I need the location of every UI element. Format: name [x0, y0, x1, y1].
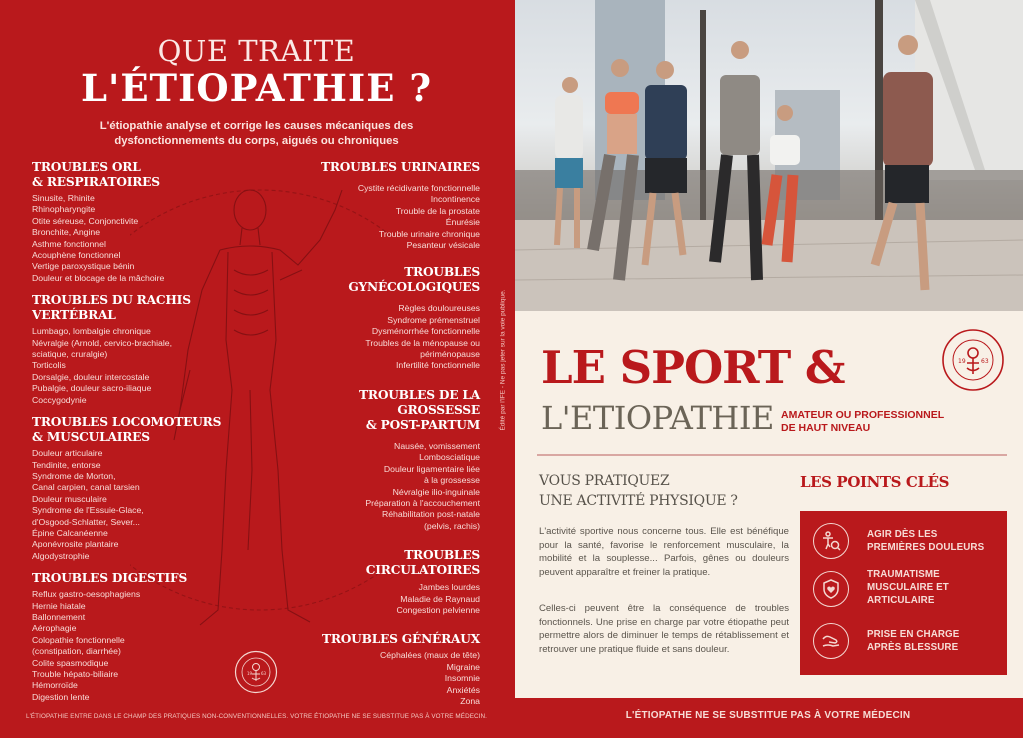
heading-line: TROUBLES ORL: [32, 160, 141, 174]
list-item: Céphalées (maux de tête): [380, 650, 480, 661]
list-item: Reflux gastro-oesophagiens: [32, 589, 141, 600]
label-line: AGIR DÈS LES: [867, 529, 938, 540]
list-item: Anxiétés: [446, 684, 480, 695]
list-item: Douleur ligamentaire liée: [383, 463, 480, 474]
list-item: Douleur et blocage de la mâchoire: [32, 272, 165, 283]
heading-line: CIRCULATOIRES: [365, 563, 480, 578]
list-item: Bronchite, Angine: [32, 227, 101, 238]
list-item: Troubles de la ménopause ou: [365, 337, 480, 348]
list-item: Pubalgie, douleur sacro-iliaque: [32, 383, 152, 394]
list-item: Acouphène fonctionnel: [32, 250, 121, 261]
list-item: Trouble de la prostate: [395, 205, 480, 216]
list-item: Jambes lourdes: [418, 582, 480, 593]
section-heading: [280, 388, 480, 433]
label-line: PRISE EN CHARGE: [867, 629, 960, 640]
list-item: Syndrome prémenstruel: [387, 314, 480, 325]
list-item: Zona: [460, 695, 480, 706]
list-item: Tendinite, entorse: [32, 459, 101, 470]
audience-subtitle: [781, 409, 944, 435]
list-item: Sinusite, Rhinite: [32, 193, 95, 203]
hand-care-icon: [813, 623, 849, 659]
label-line: TRAUMATISME: [867, 569, 940, 580]
list-item: d'Osgood-Schlatter, Sever...: [32, 516, 140, 527]
list-item: Maladie de Raynaud: [400, 593, 480, 604]
subtitle-line: DE HAUT NIVEAU: [781, 422, 871, 434]
list-item: Insomnie: [444, 673, 480, 684]
question-line: VOUS PRATIQUEZ: [539, 473, 670, 489]
sport-article: [515, 311, 1023, 698]
section-heading: [32, 293, 232, 323]
key-points-title: LES POINTS CLÉS: [800, 473, 950, 491]
key-point-label: [867, 568, 949, 607]
etiopathie-seal-icon: [941, 328, 1005, 392]
list-item: Torticolis: [32, 360, 66, 371]
section-circulatoires: [280, 548, 480, 616]
intro-text: L'étiopathie analyse et corrige les causes mécaniques des dysfonctionnements du corps, aigués ou chroniques: [99, 120, 414, 147]
label-line: APRÈS BLESSURE: [867, 642, 959, 653]
list-item: Pesanteur vésicale: [406, 240, 480, 251]
svg-text:63: 63: [261, 671, 267, 676]
section-gynecologiques: [280, 265, 480, 371]
right-footer: L'ÉTIOPATHE NE SE SUBSTITUE PAS À VOTRE MÉDECIN: [625, 710, 911, 721]
condition-list: [280, 183, 480, 251]
vertical-note-text: Édité par l'IFE - Ne pas jeter sur la voie publique.: [499, 289, 507, 431]
heading-line: TROUBLES: [404, 265, 480, 280]
list-item: Énurésie: [445, 217, 480, 228]
section-generaux: [280, 632, 480, 707]
paragraph-1: L'activité sportive nous concerne tous. Elle est bénéfique pour la santé, favorise le renforcement musculaire, la mobilité et la souplesse... Parfois, gênes ou douleurs peuvent apparaître et freiner la pratique.: [539, 526, 789, 578]
list-item: (pelvis, rachis): [424, 520, 480, 531]
runners-photo-illustration: [515, 0, 1023, 311]
vertical-editor-note: [498, 245, 508, 475]
list-item: Dysménorrhée fonctionnelle: [371, 326, 480, 337]
list-item: à la grossesse: [423, 475, 480, 486]
list-item: Lumbago, lombalgie chronique: [32, 326, 151, 337]
heading-line: TROUBLES LOCOMOTEURS: [32, 415, 222, 430]
list-item: Congestion pelvienne: [396, 604, 480, 615]
conditions-column-right: [280, 160, 480, 707]
heading-line: TROUBLES DE LA GROSSESSE: [359, 387, 480, 417]
list-item: Lombosciatique: [419, 452, 480, 463]
list-item: Préparation à l'accouchement: [365, 497, 480, 508]
list-item: Névralgie ilio-inguinale: [392, 486, 480, 497]
section-urinaires: [280, 160, 480, 251]
section-heading: [280, 632, 480, 647]
heading-line: TROUBLES GÉNÉRAUX: [321, 632, 480, 647]
list-item: Hernie hiatale: [32, 600, 86, 611]
list-item: (constipation, diarrhée): [32, 646, 121, 657]
sport-title: LE SPORT &: [541, 341, 845, 394]
paragraph-2: Celles-ci peuvent être la conséquence de troubles fonctionnels. Une prise en charge par votre étiopathe peut permettre alors de diminuer le temps de rétablissement et retrouver une pratique fluide et sans douleur.: [539, 603, 789, 655]
section-heading: [32, 571, 232, 586]
list-item: Nausée, vomissement: [394, 440, 480, 451]
condition-list: [32, 193, 232, 284]
section-locomoteurs: [32, 415, 232, 562]
list-item: Aponévrosite plantaire: [32, 539, 119, 550]
list-item: Colopathie fonctionnelle: [32, 634, 125, 645]
runners-photo: [515, 0, 1023, 311]
list-item: Aérophagie: [32, 623, 77, 634]
heading-line: TROUBLES DU RACHIS: [32, 293, 191, 308]
section-digestifs: [32, 571, 232, 703]
list-item: Cystite récidivante fonctionnelle: [357, 183, 480, 193]
list-item: Névralgie (Arnold, cervico-brachiale,: [32, 337, 173, 348]
list-item: Incontinence: [430, 194, 480, 205]
section-rachis: [32, 293, 232, 406]
question-heading: [539, 471, 738, 511]
list-item: Rhinopharyngite: [32, 204, 96, 215]
heading-line: & RESPIRATOIRES: [32, 175, 160, 189]
list-item: Douleur musculaire: [32, 493, 107, 504]
label-line: PREMIÈRES DOULEURS: [867, 542, 985, 553]
list-item: Asthme fonctionnel: [32, 238, 106, 249]
etiopathie-seal-icon: [234, 650, 278, 694]
list-item: Canal carpien, canal tarsien: [32, 482, 140, 493]
list-item: Réhabilitation post-natale: [381, 509, 480, 520]
list-item: Trouble urinaire chronique: [378, 228, 480, 239]
svg-text:63: 63: [981, 358, 989, 365]
subtitle-line: AMATEUR OU PROFESSIONNEL: [781, 409, 945, 421]
page-title-line1: QUE TRAITE: [157, 34, 356, 68]
list-item: Vertige paroxystique bénin: [32, 261, 135, 272]
list-item: Règles douloureuses: [398, 303, 480, 314]
condition-list: [32, 589, 232, 703]
heading-line: & POST-PARTUM: [365, 417, 480, 432]
question-line: UNE ACTIVITÉ PHYSIQUE ?: [539, 493, 738, 509]
shield-heart-icon: [813, 571, 849, 607]
page-title-line2: L'ÉTIOPATHIE ?: [81, 66, 432, 110]
condition-list: [32, 326, 232, 406]
label-line: ARTICULAIRE: [867, 595, 935, 606]
etiopathie-title: L'ETIOPATHIE: [541, 399, 774, 437]
section-heading: [32, 160, 232, 190]
svg-text:19: 19: [247, 671, 253, 676]
label-line: MUSCULAIRE ET: [867, 582, 949, 593]
svg-text:19: 19: [958, 358, 966, 365]
list-item: Digestion lente: [32, 691, 90, 702]
list-item: Migraine: [446, 661, 480, 672]
list-item: périménopause: [420, 349, 480, 360]
list-item: Ballonnement: [32, 611, 86, 622]
heading-line: & MUSCULAIRES: [32, 430, 150, 445]
section-heading: [32, 415, 232, 445]
key-points-box: [800, 511, 1007, 675]
condition-list: [32, 448, 232, 562]
heading-line: TROUBLES: [404, 548, 480, 563]
list-item: Infertilité fonctionnelle: [395, 360, 480, 371]
list-item: Épine Calcanéenne: [32, 527, 108, 538]
section-grossesse: [280, 388, 480, 532]
list-item: Syndrome de l'Essuie-Glace,: [32, 505, 144, 516]
list-item: Colite spasmodique: [32, 657, 109, 668]
list-item: Hémorroïde: [32, 680, 78, 691]
list-item: Syndrome de Morton,: [32, 470, 116, 481]
divider: [537, 454, 1007, 456]
heading-line: TROUBLES URINAIRES: [320, 160, 480, 174]
section-orl: [32, 160, 232, 284]
condition-list: [280, 650, 480, 707]
key-point-label: [867, 628, 959, 654]
left-footnote: L'ÉTIOPATHIE ENTRE DANS LE CHAMP DES PRATIQUES NON-CONVENTIONNELLES. VOTRE ÉTIOPATHE NE SE SUBSTITUE PAS À VOTRE MÉDECIN.: [25, 713, 488, 720]
list-item: Algodystrophie: [32, 550, 90, 561]
right-page: [513, 0, 1023, 738]
list-item: Douleur articulaire: [32, 448, 103, 459]
section-heading: [280, 548, 480, 578]
person-search-icon: [813, 523, 849, 559]
condition-list: [280, 303, 480, 371]
list-item: Trouble hépato-biliaire: [32, 669, 119, 679]
section-heading: [280, 160, 480, 175]
heading-line: TROUBLES DIGESTIFS: [32, 571, 188, 586]
heading-line: VERTÉBRAL: [32, 308, 116, 323]
list-item: Coccygodynie: [32, 394, 87, 405]
section-heading: [280, 265, 480, 295]
condition-list: [280, 582, 480, 616]
conditions-column-left: [32, 160, 232, 703]
key-point-label: [867, 528, 984, 554]
list-item: sciatique, cruralgie): [32, 349, 108, 360]
list-item: Otite séreuse, Conjonctivite: [32, 215, 139, 226]
condition-list: [280, 441, 480, 532]
heading-line: GYNÉCOLOGIQUES: [348, 280, 480, 295]
list-item: Dorsalgie, douleur intercostale: [32, 371, 150, 382]
